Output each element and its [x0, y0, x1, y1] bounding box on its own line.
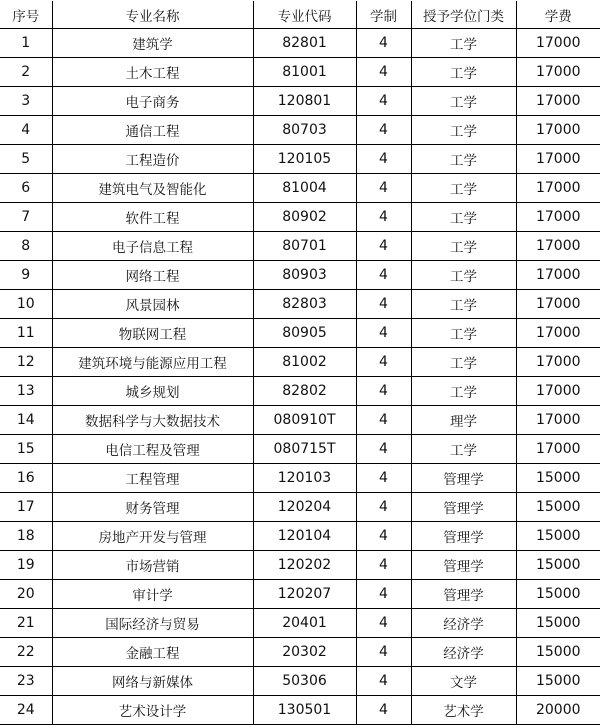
degree-category-cell: 工学 [411, 232, 516, 261]
table-row [0, 551, 600, 580]
degree-category-cell: 管理学 [411, 551, 516, 580]
major-code-cell: 20302 [253, 638, 356, 667]
table-row [0, 203, 600, 232]
degree-category-cell: 工学 [411, 348, 516, 377]
duration-cell: 4 [356, 464, 411, 493]
degree-category-cell: 工学 [411, 174, 516, 203]
major-code-cell: 80703 [253, 116, 356, 145]
major-name-cell: 网络与新媒体 [52, 667, 253, 696]
tuition-cell: 15000 [516, 551, 600, 580]
degree-category-cell: 工学 [411, 29, 516, 58]
duration-cell: 4 [356, 203, 411, 232]
duration-cell: 4 [356, 435, 411, 464]
tuition-cell: 15000 [516, 464, 600, 493]
index-cell: 16 [0, 464, 52, 493]
major-code-cell: 120202 [253, 551, 356, 580]
degree-category-cell: 工学 [411, 58, 516, 87]
major-name-cell: 建筑电气及智能化 [52, 174, 253, 203]
tuition-cell: 17000 [516, 319, 600, 348]
tuition-cell: 17000 [516, 58, 600, 87]
table-row [0, 464, 600, 493]
column-header-major-name: 专业名称 [52, 1, 253, 29]
column-header-degree-category: 授予学位门类 [411, 1, 516, 29]
duration-cell: 4 [356, 638, 411, 667]
major-code-cell: 81002 [253, 348, 356, 377]
tuition-cell: 15000 [516, 638, 600, 667]
index-cell: 4 [0, 116, 52, 145]
major-name-cell: 建筑学 [52, 29, 253, 58]
duration-cell: 4 [356, 174, 411, 203]
major-code-cell: 120801 [253, 87, 356, 116]
degree-category-cell: 理学 [411, 406, 516, 435]
duration-cell: 4 [356, 667, 411, 696]
major-code-cell: 120104 [253, 522, 356, 551]
table-body [0, 29, 600, 725]
index-cell: 5 [0, 145, 52, 174]
major-code-cell: 80701 [253, 232, 356, 261]
tuition-cell: 17000 [516, 145, 600, 174]
table-row [0, 667, 600, 696]
duration-cell: 4 [356, 145, 411, 174]
index-cell: 15 [0, 435, 52, 464]
tuition-cell: 17000 [516, 174, 600, 203]
table-row [0, 406, 600, 435]
table-row [0, 696, 600, 725]
major-name-cell: 工程造价 [52, 145, 253, 174]
major-name-cell: 软件工程 [52, 203, 253, 232]
tuition-cell: 15000 [516, 580, 600, 609]
major-code-cell: 82803 [253, 290, 356, 319]
tuition-cell: 15000 [516, 609, 600, 638]
major-name-cell: 电子信息工程 [52, 232, 253, 261]
duration-cell: 4 [356, 58, 411, 87]
table-row [0, 174, 600, 203]
major-name-cell: 审计学 [52, 580, 253, 609]
major-name-cell: 房地产开发与管理 [52, 522, 253, 551]
major-name-cell: 建筑环境与能源应用工程 [52, 348, 253, 377]
table-row [0, 319, 600, 348]
table-row [0, 145, 600, 174]
major-code-cell: 120105 [253, 145, 356, 174]
duration-cell: 4 [356, 377, 411, 406]
major-code-cell: 120207 [253, 580, 356, 609]
major-code-cell: 50306 [253, 667, 356, 696]
major-code-cell: 82802 [253, 377, 356, 406]
header-row [0, 1, 600, 29]
index-cell: 19 [0, 551, 52, 580]
major-code-cell: 20401 [253, 609, 356, 638]
table-row [0, 435, 600, 464]
index-cell: 9 [0, 261, 52, 290]
major-name-cell: 电信工程及管理 [52, 435, 253, 464]
degree-category-cell: 管理学 [411, 493, 516, 522]
degree-category-cell: 工学 [411, 145, 516, 174]
duration-cell: 4 [356, 261, 411, 290]
degree-category-cell: 工学 [411, 203, 516, 232]
tuition-cell: 17000 [516, 406, 600, 435]
duration-cell: 4 [356, 87, 411, 116]
duration-cell: 4 [356, 319, 411, 348]
duration-cell: 4 [356, 493, 411, 522]
index-cell: 13 [0, 377, 52, 406]
degree-category-cell: 管理学 [411, 580, 516, 609]
tuition-cell: 17000 [516, 116, 600, 145]
tuition-cell: 17000 [516, 290, 600, 319]
table-row [0, 261, 600, 290]
major-name-cell: 通信工程 [52, 116, 253, 145]
major-code-cell: 81004 [253, 174, 356, 203]
index-cell: 18 [0, 522, 52, 551]
major-name-cell: 城乡规划 [52, 377, 253, 406]
table-row [0, 348, 600, 377]
major-name-cell: 电子商务 [52, 87, 253, 116]
table-header [0, 1, 600, 29]
majors-table [0, 1, 600, 725]
column-header-major-code: 专业代码 [253, 1, 356, 29]
major-code-cell: 080715T [253, 435, 356, 464]
index-cell: 20 [0, 580, 52, 609]
major-code-cell: 120204 [253, 493, 356, 522]
duration-cell: 4 [356, 348, 411, 377]
major-name-cell: 物联网工程 [52, 319, 253, 348]
column-header-duration: 学制 [356, 1, 411, 29]
degree-category-cell: 管理学 [411, 464, 516, 493]
index-cell: 1 [0, 29, 52, 58]
duration-cell: 4 [356, 696, 411, 725]
major-name-cell: 金融工程 [52, 638, 253, 667]
table-row [0, 377, 600, 406]
index-cell: 21 [0, 609, 52, 638]
index-cell: 22 [0, 638, 52, 667]
index-cell: 6 [0, 174, 52, 203]
major-name-cell: 财务管理 [52, 493, 253, 522]
table-row [0, 290, 600, 319]
table-row [0, 580, 600, 609]
tuition-cell: 17000 [516, 348, 600, 377]
index-cell: 14 [0, 406, 52, 435]
table-row [0, 29, 600, 58]
index-cell: 7 [0, 203, 52, 232]
table-row [0, 232, 600, 261]
major-code-cell: 080910T [253, 406, 356, 435]
duration-cell: 4 [356, 609, 411, 638]
major-code-cell: 80903 [253, 261, 356, 290]
tuition-cell: 17000 [516, 261, 600, 290]
major-name-cell: 工程管理 [52, 464, 253, 493]
degree-category-cell: 工学 [411, 377, 516, 406]
index-cell: 17 [0, 493, 52, 522]
degree-category-cell: 工学 [411, 261, 516, 290]
degree-category-cell: 工学 [411, 116, 516, 145]
tuition-cell: 20000 [516, 696, 600, 725]
tuition-cell: 15000 [516, 522, 600, 551]
major-name-cell: 国际经济与贸易 [52, 609, 253, 638]
major-name-cell: 艺术设计学 [52, 696, 253, 725]
major-code-cell: 80905 [253, 319, 356, 348]
degree-category-cell: 工学 [411, 435, 516, 464]
major-code-cell: 120103 [253, 464, 356, 493]
index-cell: 3 [0, 87, 52, 116]
degree-category-cell: 工学 [411, 87, 516, 116]
duration-cell: 4 [356, 580, 411, 609]
degree-category-cell: 管理学 [411, 522, 516, 551]
major-code-cell: 82801 [253, 29, 356, 58]
duration-cell: 4 [356, 29, 411, 58]
major-code-cell: 81001 [253, 58, 356, 87]
tuition-cell: 15000 [516, 667, 600, 696]
major-name-cell: 数据科学与大数据技术 [52, 406, 253, 435]
duration-cell: 4 [356, 116, 411, 145]
index-cell: 12 [0, 348, 52, 377]
degree-category-cell: 文学 [411, 667, 516, 696]
table-row [0, 522, 600, 551]
table-row [0, 609, 600, 638]
duration-cell: 4 [356, 290, 411, 319]
duration-cell: 4 [356, 406, 411, 435]
duration-cell: 4 [356, 551, 411, 580]
column-header-tuition: 学费 [516, 1, 600, 29]
major-code-cell: 80902 [253, 203, 356, 232]
duration-cell: 4 [356, 232, 411, 261]
index-cell: 2 [0, 58, 52, 87]
index-cell: 23 [0, 667, 52, 696]
major-name-cell: 风景园林 [52, 290, 253, 319]
table-row [0, 87, 600, 116]
degree-category-cell: 艺术学 [411, 696, 516, 725]
index-cell: 10 [0, 290, 52, 319]
major-code-cell: 130501 [253, 696, 356, 725]
table-row [0, 493, 600, 522]
degree-category-cell: 经济学 [411, 609, 516, 638]
index-cell: 24 [0, 696, 52, 725]
degree-category-cell: 工学 [411, 290, 516, 319]
degree-category-cell: 工学 [411, 319, 516, 348]
tuition-cell: 17000 [516, 377, 600, 406]
index-cell: 11 [0, 319, 52, 348]
column-header-index: 序号 [0, 1, 52, 29]
tuition-cell: 15000 [516, 493, 600, 522]
tuition-cell: 17000 [516, 435, 600, 464]
degree-category-cell: 经济学 [411, 638, 516, 667]
major-name-cell: 网络工程 [52, 261, 253, 290]
index-cell: 8 [0, 232, 52, 261]
tuition-cell: 17000 [516, 232, 600, 261]
table-row [0, 116, 600, 145]
tuition-cell: 17000 [516, 87, 600, 116]
major-name-cell: 市场营销 [52, 551, 253, 580]
tuition-cell: 17000 [516, 203, 600, 232]
major-name-cell: 土木工程 [52, 58, 253, 87]
tuition-cell: 17000 [516, 29, 600, 58]
table-row [0, 638, 600, 667]
table-row [0, 58, 600, 87]
duration-cell: 4 [356, 522, 411, 551]
